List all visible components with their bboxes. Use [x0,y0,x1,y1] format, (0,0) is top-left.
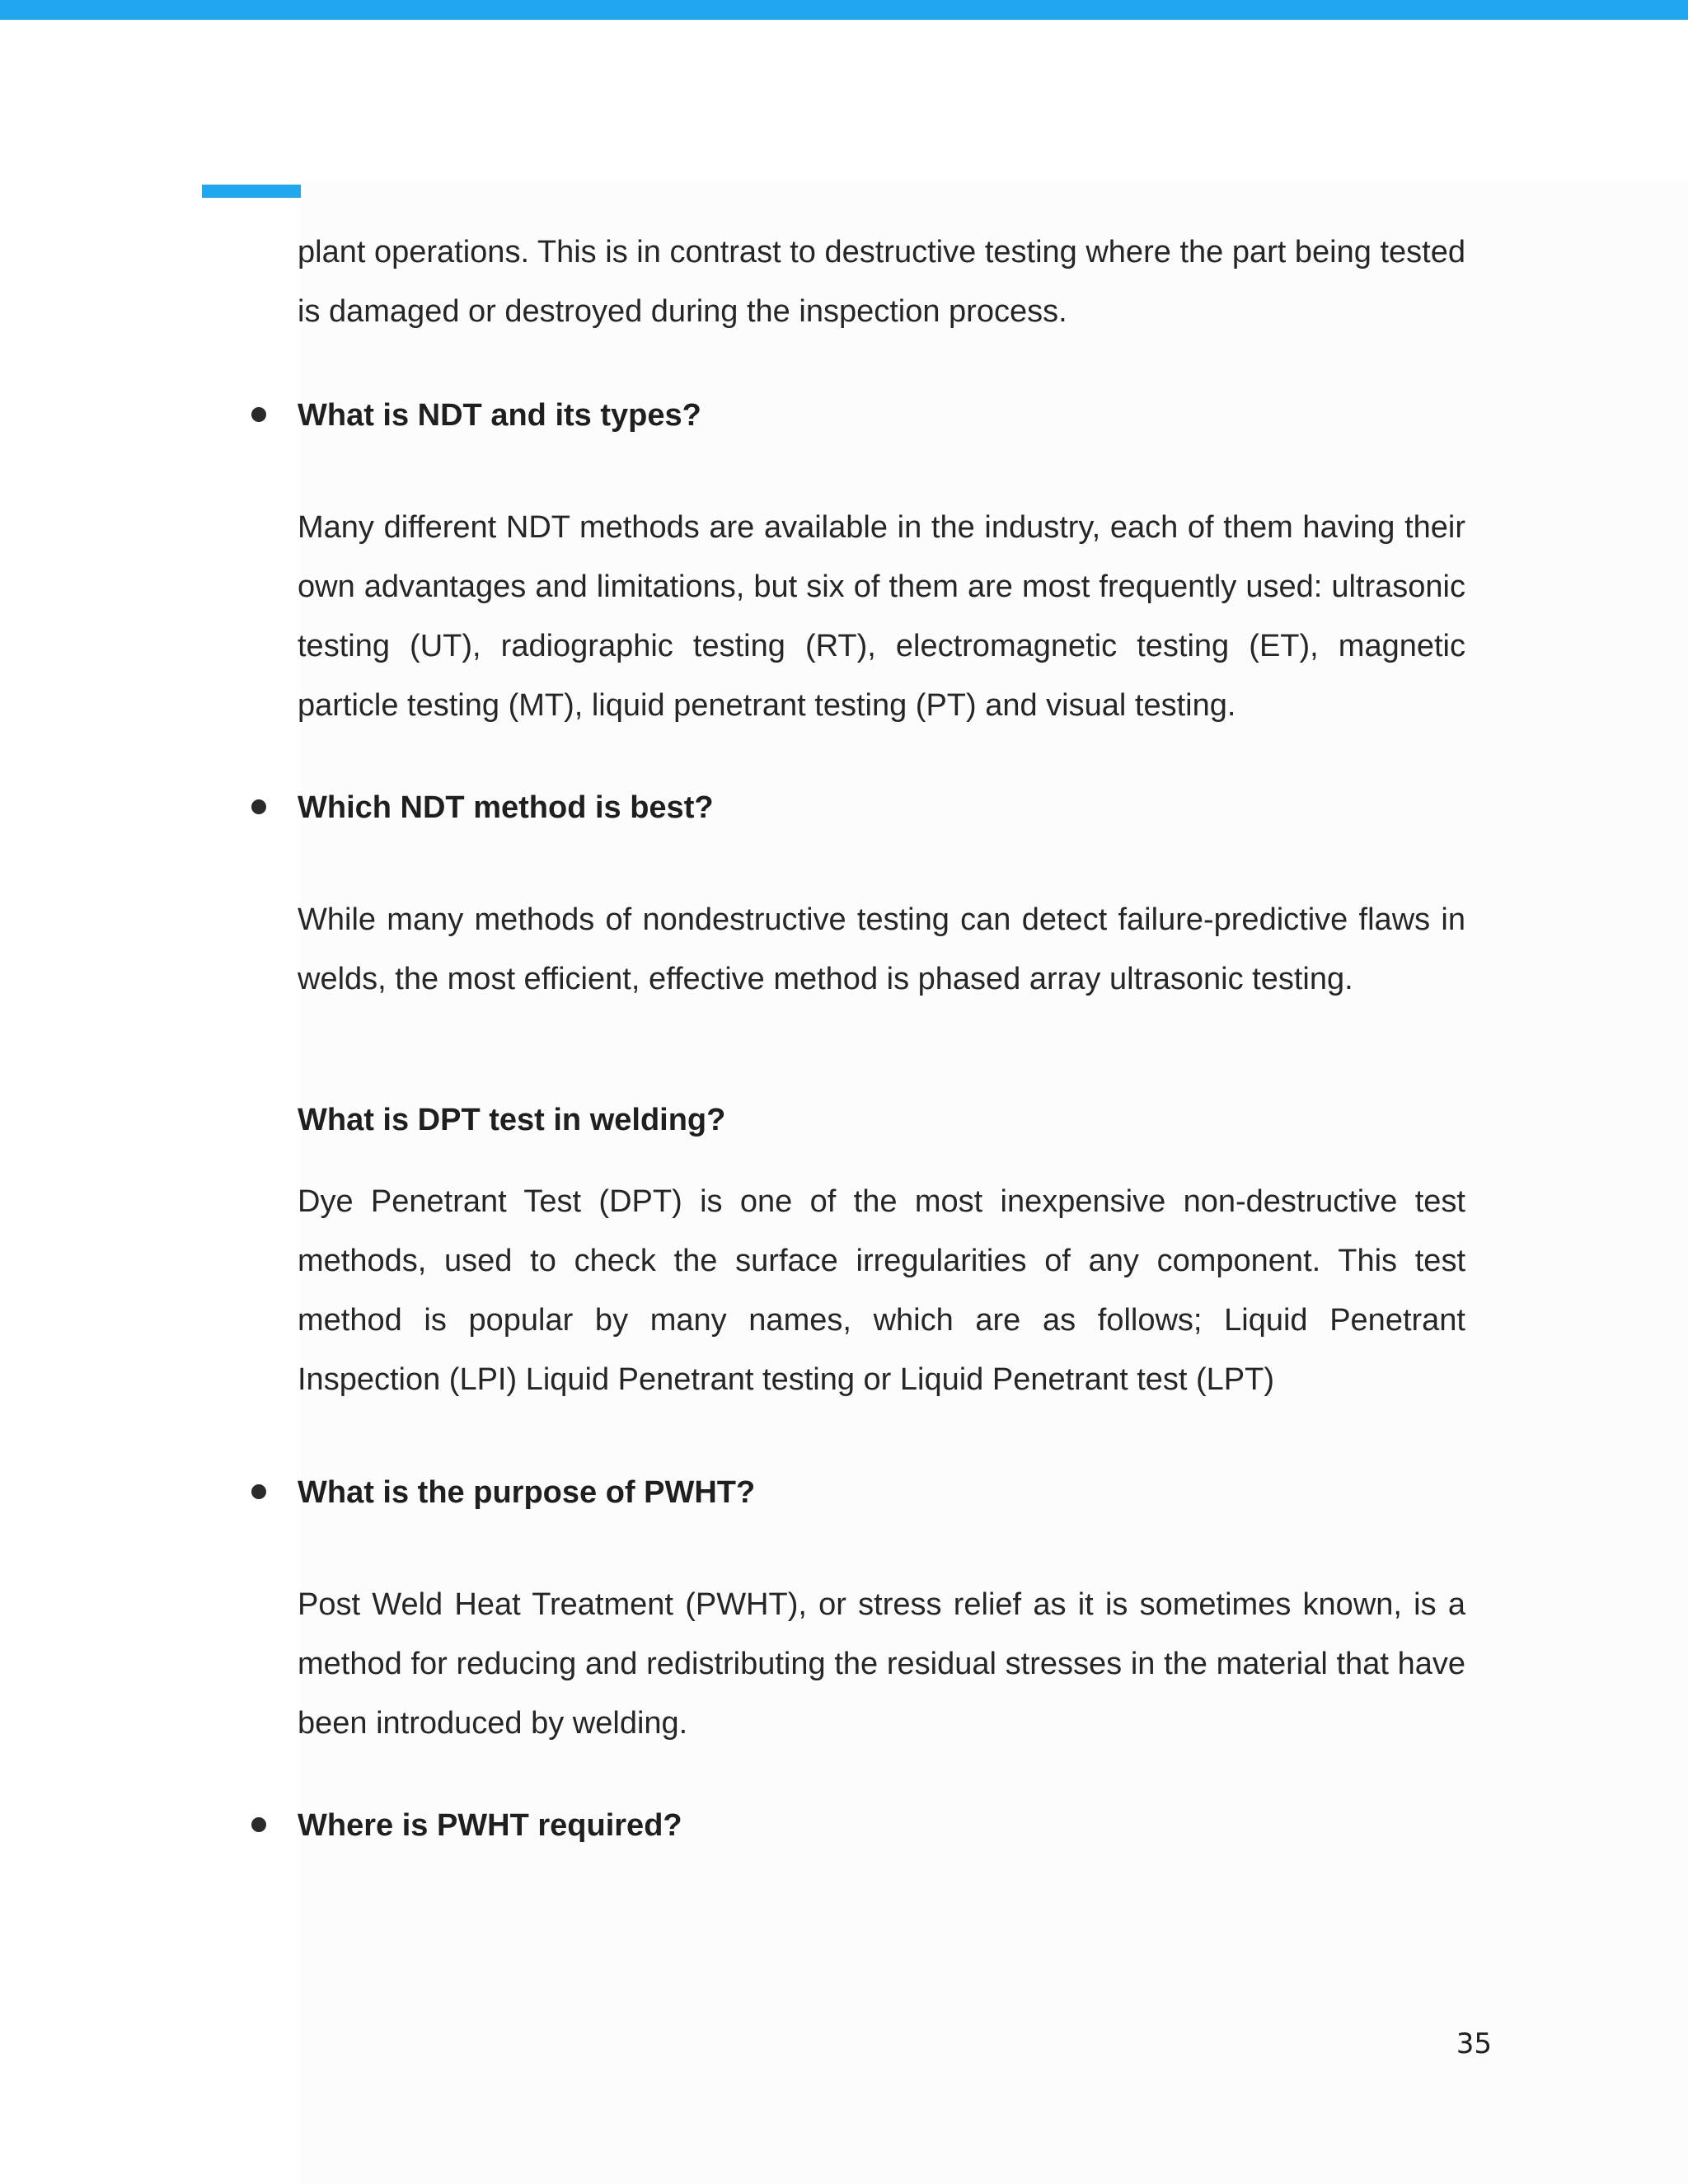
page-number: 35 [1456,2027,1492,2060]
question-text: Where is PWHT required? [298,1808,682,1843]
bullet-icon [251,1484,266,1499]
question-text: What is the purpose of PWHT? [298,1475,756,1510]
question-dpt [298,1100,725,1140]
top-accent-bar [0,0,1688,20]
question-pwht-purpose [298,1473,755,1512]
section-accent-dash [202,185,301,198]
question-pwht-required [298,1806,682,1845]
answer-pwht-purpose: Post Weld Heat Treatment (PWHT), or stress relief as it is sometimes known, is a method for reducing and redistributing the residual stresses in the material that have been introduced by welding. [298,1587,1465,1741]
answer-ndt-types: Many different NDT methods are available in the industry, each of them having their own advantages and limitations, but six of them are most frequently used: ultrasonic testing (UT), radiographic testing (RT), electromagnetic testing (ET), magnetic particle testing (MT), liquid penetrant testing (PT) and visual testing. [298,510,1465,723]
question-ndt-types [298,396,701,435]
bullet-icon [251,407,266,422]
bullet-icon [251,799,266,814]
intro-paragraph: plant operations. This is in contrast to destructive testing where the part being tested is damaged or destroyed during the inspection process. [298,235,1465,329]
bullet-icon [251,1817,266,1832]
answer-dpt: Dye Penetrant Test (DPT) is one of the most inexpensive non-destructive test methods, used to check the surface irregularities of any component. This test method is popular by many names, which are as follows; Liquid Penetrant Inspection (LPI) Liquid Penetrant testing or Liquid Penetrant test (LPT) [298,1184,1465,1397]
question-best-method [298,788,714,827]
question-text: What is NDT and its types? [298,398,701,433]
answer-best-method: While many methods of nondestructive testing can detect failure-predictive flaws in welds, the most efficient, effective method is phased array ultrasonic testing. [298,902,1465,996]
question-text: Which NDT method is best? [298,790,714,825]
question-text: What is DPT test in welding? [298,1103,726,1137]
